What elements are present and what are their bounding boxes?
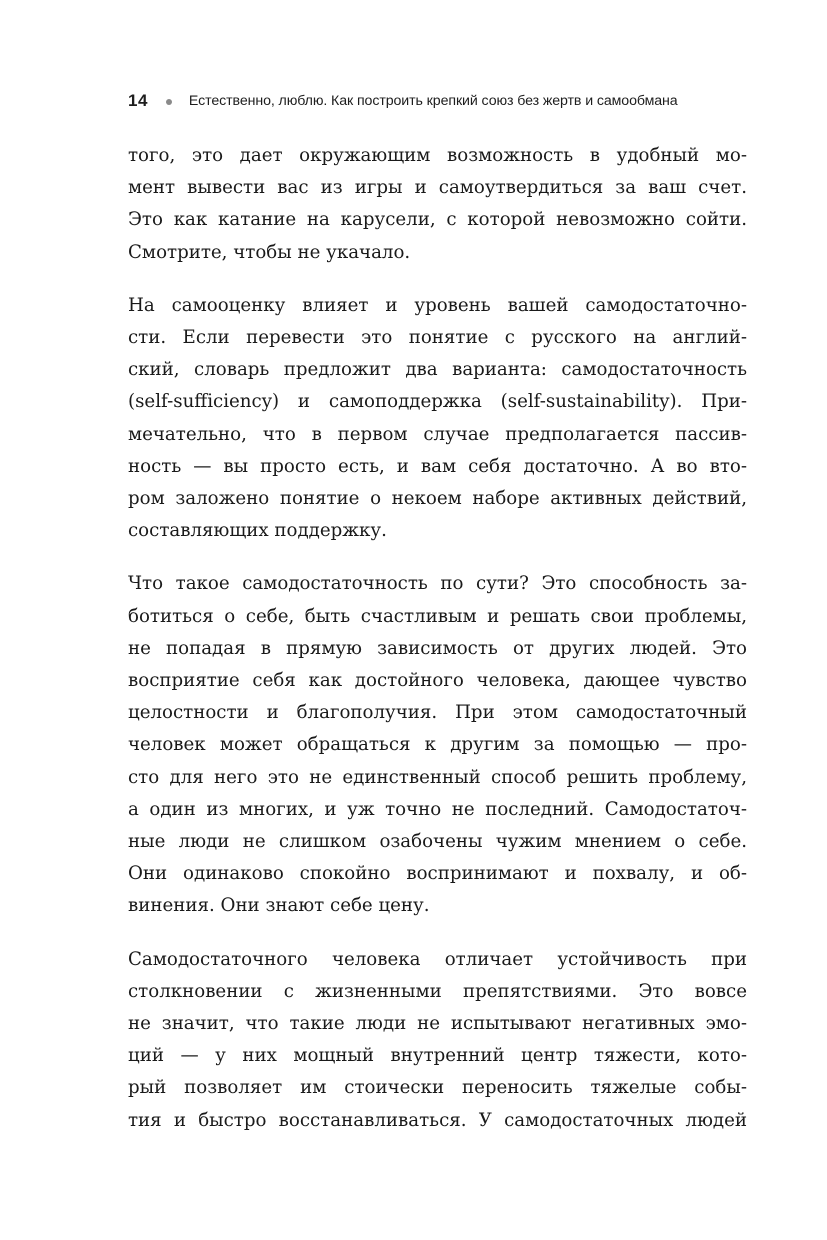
- text-line: а один из многих, и уж точно не последний. Самодостаточ-: [128, 798, 747, 820]
- text-line: винения. Они знают себе цену.: [128, 895, 430, 917]
- text-line: Смотрите, чтобы не укачало.: [128, 241, 411, 263]
- paragraph-4: [128, 944, 747, 1137]
- text-line: столкновении с жизненными препятствиями. Это вовсе: [128, 980, 747, 1002]
- text-line: составляющих поддержку.: [128, 520, 387, 542]
- text-line: не значит, что такие люди не испытывают негативных эмо-: [128, 1013, 747, 1035]
- text-line: (self-sufficiency) и самоподдержка (self-sustainability). При-: [128, 391, 747, 413]
- text-line: человек может обращаться к другим за помощью — про-: [128, 734, 747, 756]
- text-line: мент вывести вас из игры и самоутвердиться за ваш счет.: [128, 177, 747, 199]
- text-line: целостности и благополучия. При этом самодостаточный: [128, 702, 747, 724]
- paragraph-3: [128, 568, 747, 922]
- text-line: не попадая в прямую зависимость от других людей. Это: [128, 637, 747, 659]
- text-line: Они одинаково спокойно воспринимают и похвалу, и об-: [128, 863, 747, 885]
- text-line: ность — вы просто есть, и вам себя достаточно. А во вто-: [128, 455, 747, 477]
- separator-dot-icon: [166, 99, 172, 105]
- text-line: сто для него это не единственный способ решить проблему,: [128, 766, 747, 788]
- book-title: Естественно, люблю. Как построить крепкий союз без жертв и самообмана: [188, 93, 678, 109]
- text-line: ций — у них мощный внутренний центр тяжести, кото-: [128, 1045, 747, 1067]
- text-line: того, это дает окружающим возможность в удобный мо-: [128, 145, 747, 166]
- text-line: ский, словарь предложит два варианта: самодостаточность: [128, 359, 747, 381]
- body-text: [128, 140, 747, 1158]
- text-line: мечательно, что в первом случае предполагается пассив-: [128, 423, 747, 445]
- text-line: ные люди не слишком озабочены чужим мнением о себе.: [128, 831, 747, 853]
- text-line: Самодостаточного человека отличает устойчивость при: [128, 948, 747, 970]
- text-line: ботиться о себе, быть счастливым и решать свои проблемы,: [128, 605, 747, 627]
- text-line: Что такое самодостаточность по сути? Это способность за-: [128, 573, 747, 595]
- text-line: рый позволяет им стоически переносить тяжелые собы-: [128, 1077, 747, 1099]
- text-line: Это как катание на карусели, с которой невозможно сойти.: [128, 209, 747, 231]
- paragraph-1: [128, 140, 747, 269]
- text-line: восприятие себя как достойного человека, дающее чувство: [128, 670, 747, 692]
- page-number: 14: [128, 91, 148, 110]
- text-line: ром заложено понятие о некоем наборе активных действий,: [128, 488, 747, 510]
- text-line: тия и быстро восстанавливаться. У самодостаточных людей: [128, 1109, 747, 1131]
- text-line: На самооценку влияет и уровень вашей самодостаточно-: [128, 294, 747, 316]
- text-line: сти. Если перевести это понятие с русского на англий-: [128, 327, 747, 349]
- paragraph-2: [128, 290, 747, 548]
- running-head: [128, 88, 748, 114]
